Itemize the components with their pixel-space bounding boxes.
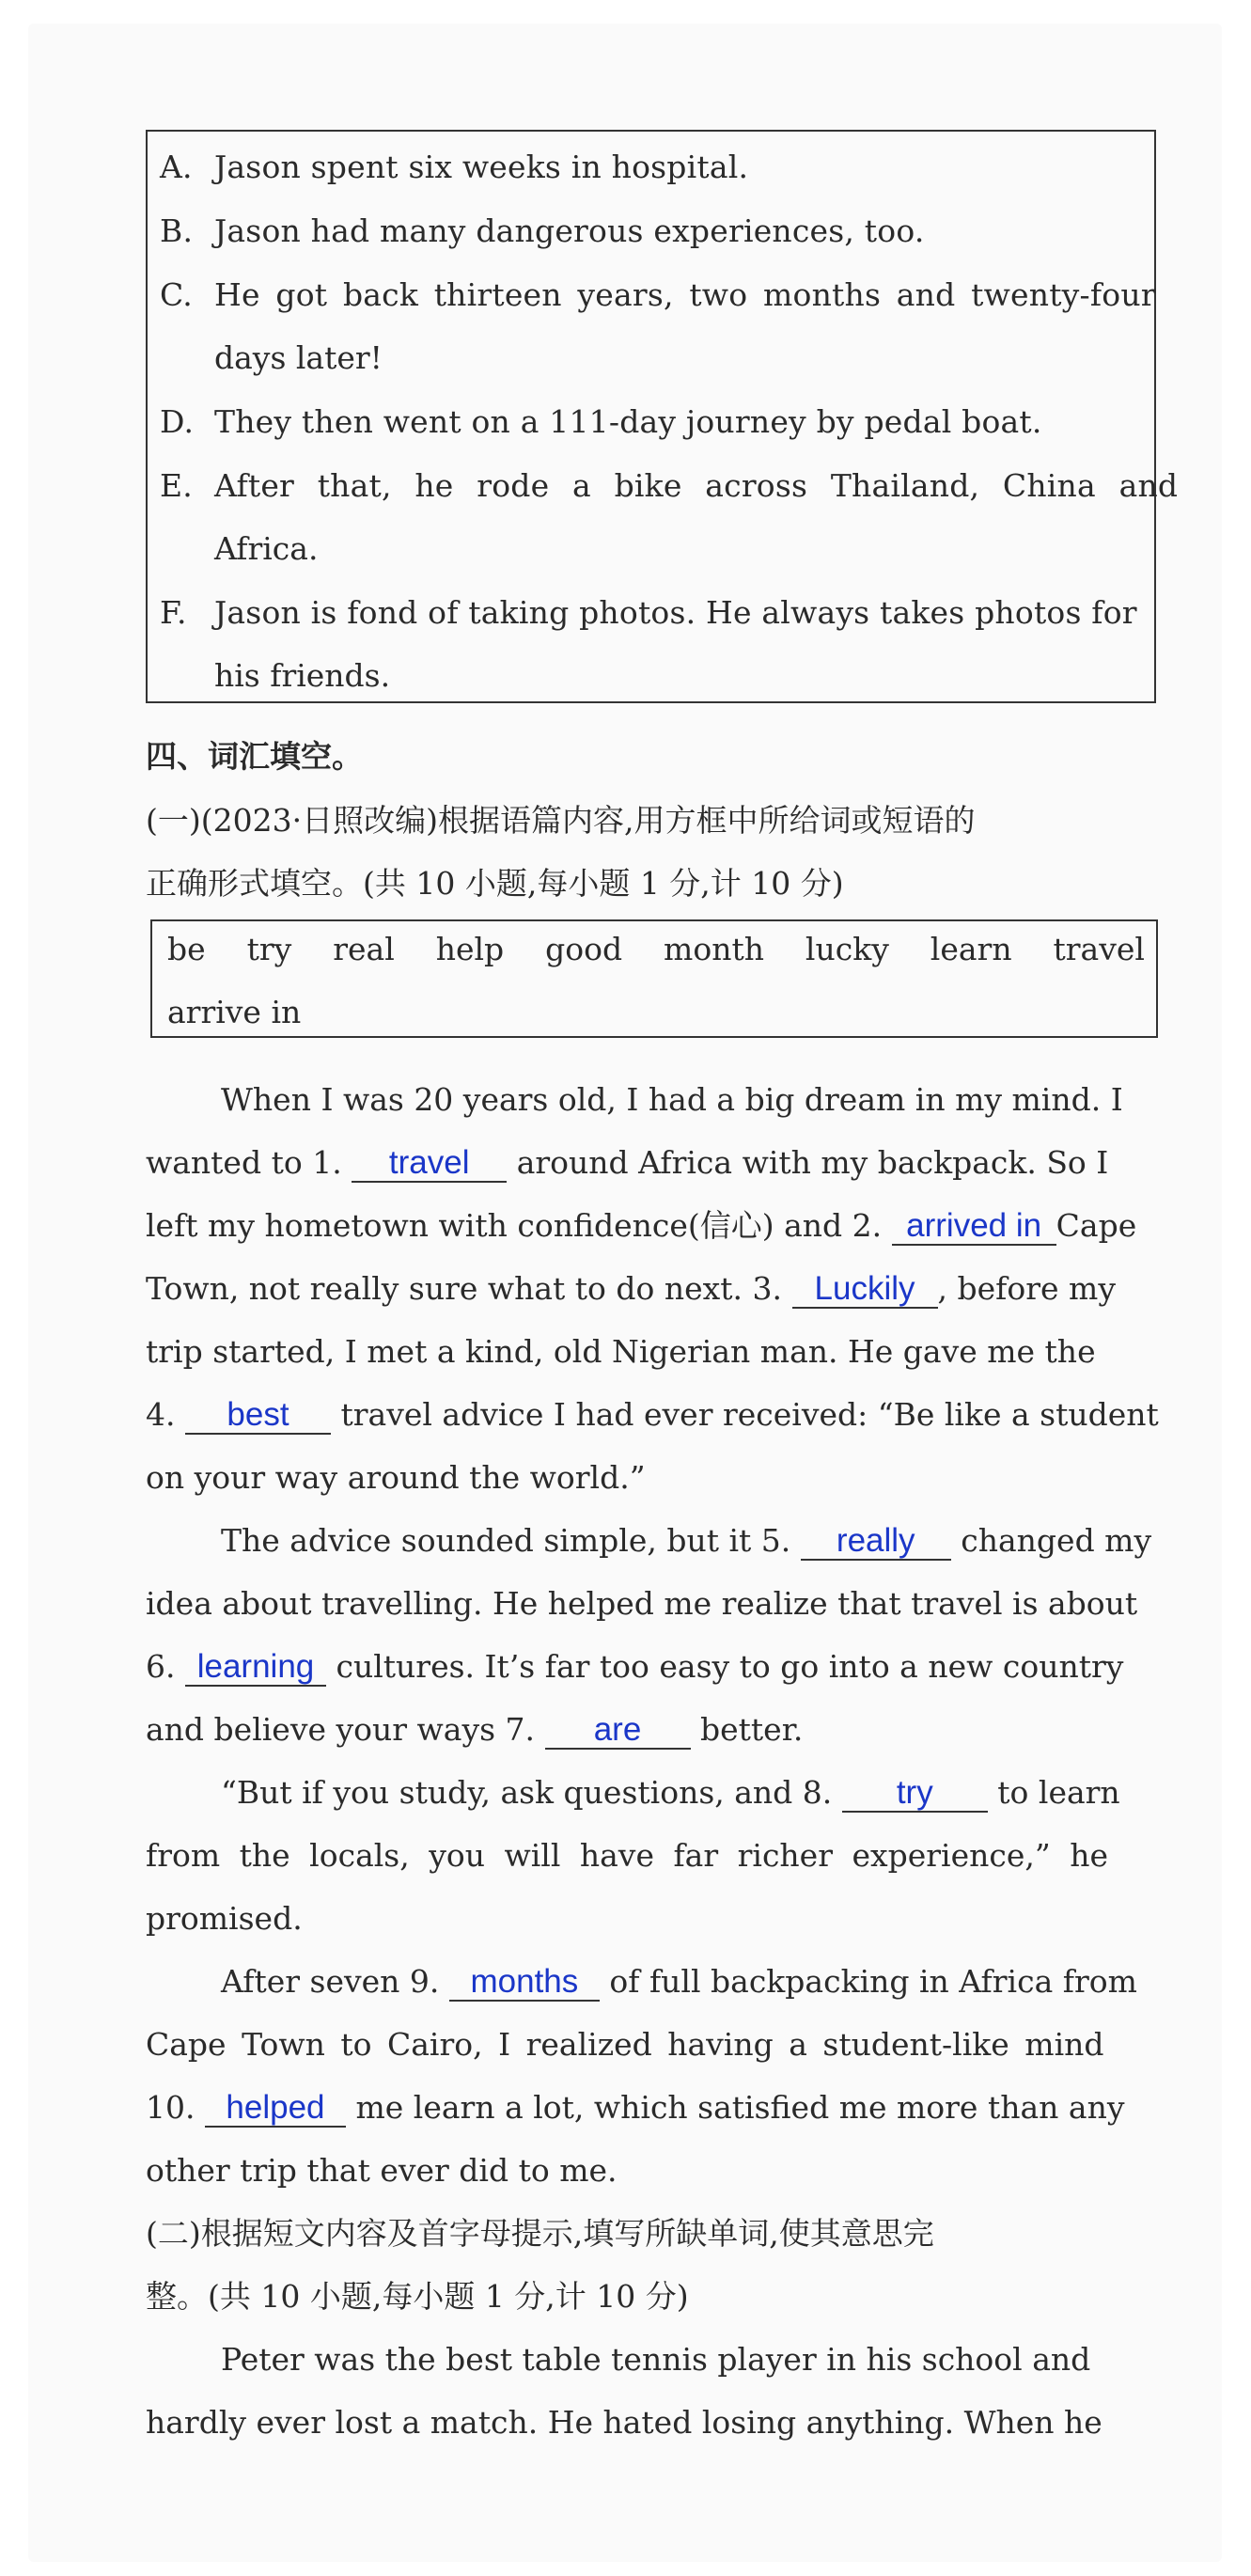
word-bank-item: lucky [805,931,889,967]
part1-instruction-line1: (一)(2023·日照改编)根据语篇内容,用方框中所给词或短语的 [146,802,976,839]
word-bank-item: be [167,931,206,967]
passage-line: and believe your ways 7. are better. [146,1711,804,1748]
option-f-continued: his friends. [214,657,391,694]
option-c-continued: days later! [214,339,383,376]
word-bank-item: learn [930,931,1012,967]
passage-line: When I was 20 years old, I had a big dream in my mind. I [221,1081,1123,1118]
answer-blank-10[interactable]: helped [205,2090,346,2128]
passage-line: promised. [146,1900,303,1937]
word-bank-item: try [246,931,292,967]
answer-blank-2[interactable]: arrived in [892,1208,1056,1246]
word-bank-item: real [333,931,395,967]
passage-line: on your way around the world.” [146,1459,646,1496]
word-bank-item: good [545,931,623,967]
passage-line: Town, not really sure what to do next. 3. Luckily , before my [146,1270,1116,1307]
answer-blank-3[interactable]: Luckily [792,1271,938,1309]
part2-instruction-line1: (二)根据短文内容及首字母提示,填写所缺单词,使其意思完 [146,2215,934,2252]
option-d: D. They then went on a 111-day journey by pedal boat. [160,403,1042,440]
answer-blank-9[interactable]: months [449,1964,600,2002]
word-bank-row [167,931,1145,968]
passage-line: 10. helped me learn a lot, which satisfied me more than any [146,2089,1125,2126]
answer-blank-6[interactable]: learning [185,1649,326,1687]
passage-line: 6. learning cultures. It’s far too easy to go into a new country [146,1648,1124,1685]
answer-blank-7[interactable]: are [545,1712,691,1750]
part2-passage-line: Peter was the best table tennis player in his school and [221,2341,1091,2378]
answer-blank-1[interactable]: travel [352,1145,507,1183]
section-title: 四、词汇填空。 [146,738,363,775]
passage-line: The advice sounded simple, but it 5. really changed my [221,1522,1152,1559]
option-a: A. Jason spent six weeks in hospital. [160,149,749,185]
answer-blank-8[interactable]: try [842,1775,988,1813]
part1-instruction-line2: 正确形式填空。(共 10 小题,每小题 1 分,计 10 分) [146,865,844,902]
passage-line: After seven 9. months of full backpacking in Africa from [221,1963,1137,2000]
word-bank-item: month [664,931,764,967]
passage-line: from the locals, you will have far richer experience,” he [146,1837,1109,1874]
word-bank-item: travel [1053,931,1145,967]
option-f: F. Jason is fond of taking photos. He always takes photos for [160,594,1137,631]
passage-line: “But if you study, ask questions, and 8. try to learn [221,1774,1120,1811]
word-bank-item: help [435,931,505,967]
option-e: E. After that, he rode a bike across Thailand, China and [160,467,1179,504]
word-bank-item: arrive in [167,994,302,1030]
passage-line: trip started, I met a kind, old Nigerian man. He gave me the [146,1333,1096,1370]
passage-line: other trip that ever did to me. [146,2152,618,2189]
part2-instruction-line2: 整。(共 10 小题,每小题 1 分,计 10 分) [146,2278,689,2315]
passage-line: 4. best travel advice I had ever received: “Be like a student [146,1396,1159,1433]
part2-passage-line: hardly ever lost a match. He hated losing anything. When he [146,2404,1102,2441]
option-b: B. Jason had many dangerous experiences, too. [160,212,925,249]
passage-line: wanted to 1. travel around Africa with my backpack. So I [146,1144,1109,1181]
option-e-continued: Africa. [214,530,319,567]
answer-blank-4[interactable]: best [185,1397,331,1435]
passage-line: idea about travelling. He helped me realize that travel is about [146,1585,1138,1622]
option-c: C. He got back thirteen years, two months and twenty-four [160,276,1156,313]
answer-blank-5[interactable]: really [801,1523,951,1561]
passage-line: left my hometown with confidence(信心) and 2. arrived in Cape [146,1207,1137,1244]
passage-line: Cape Town to Cairo, I realized having a student-like mind [146,2026,1104,2063]
